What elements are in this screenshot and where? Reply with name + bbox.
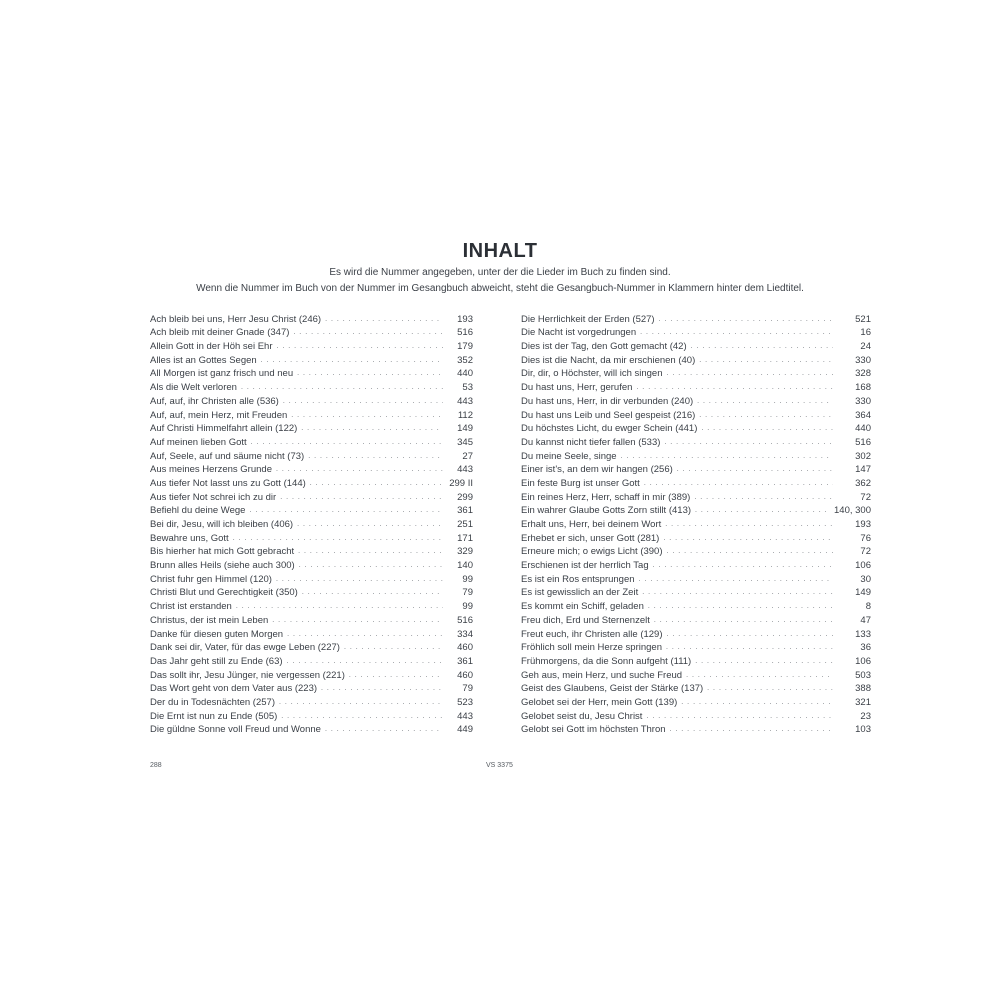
index-entry — [521, 462, 871, 476]
index-entry — [150, 722, 473, 736]
index-entry — [521, 407, 871, 421]
dot-leader — [283, 397, 443, 406]
index-entry — [521, 448, 871, 462]
entry-number: 302 — [855, 450, 871, 462]
entry-number: 8 — [865, 601, 871, 613]
dot-leader — [287, 630, 443, 639]
index-entry — [150, 516, 473, 530]
entry-title: Du meine Seele, singe — [521, 450, 617, 462]
entry-number: 440 — [855, 423, 871, 435]
dot-leader — [664, 438, 833, 447]
index-entry — [150, 475, 473, 489]
dot-leader — [646, 712, 833, 721]
page-title: INHALT — [462, 240, 538, 262]
dot-leader — [670, 725, 833, 734]
dot-leader — [297, 520, 443, 529]
dot-leader — [302, 588, 443, 597]
index-entry — [521, 681, 871, 695]
entry-number: 516 — [855, 436, 871, 448]
entry-title: Ach bleib bei uns, Herr Jesu Christ (246) — [150, 313, 322, 325]
dot-leader — [639, 575, 833, 584]
entry-number: 388 — [855, 683, 871, 695]
index-entry — [521, 352, 871, 366]
entry-number: 361 — [457, 655, 473, 667]
entry-number: 460 — [457, 642, 473, 654]
index-entry — [150, 708, 473, 722]
dot-leader — [272, 616, 443, 625]
entry-title: Als die Welt verloren — [150, 382, 237, 394]
entry-title: Ein wahrer Glaube Gotts Zorn stillt (413) — [521, 505, 692, 517]
dot-leader — [249, 506, 443, 515]
index-entry — [150, 653, 473, 667]
entry-title: Die Nacht ist vorgedrungen — [521, 327, 637, 339]
entry-title: Auf meinen lieben Gott — [150, 436, 247, 448]
entry-title: Aus tiefer Not lasst uns zu Gott (144) — [150, 477, 306, 489]
entry-title: Du hast uns, Herr, gerufen — [521, 382, 633, 394]
entry-number: 362 — [855, 477, 871, 489]
dot-leader — [663, 534, 833, 543]
entry-number: 443 — [457, 710, 473, 722]
entry-number: 24 — [860, 341, 871, 353]
entry-title: Danke für diesen guten Morgen — [150, 628, 284, 640]
entry-title: All Morgen ist ganz frisch und neu — [150, 368, 294, 380]
entry-number: 179 — [457, 341, 473, 353]
entry-number: 443 — [457, 395, 473, 407]
index-entry — [150, 585, 473, 599]
entry-title: Du hast uns, Herr, in dir verbunden (240) — [521, 395, 694, 407]
dot-leader — [665, 520, 833, 529]
dot-leader — [325, 315, 443, 324]
entry-number: 106 — [855, 560, 871, 572]
entry-number: 321 — [855, 696, 871, 708]
entry-title: Alles ist an Gottes Segen — [150, 354, 257, 366]
entry-number: 76 — [860, 532, 871, 544]
index-entry — [521, 640, 871, 654]
entry-title: Es ist ein Ros entsprungen — [521, 573, 635, 585]
index-entry — [521, 557, 871, 571]
dot-leader — [644, 479, 833, 488]
dot-leader — [686, 671, 833, 680]
entry-title: Erneure mich; o ewigs Licht (390) — [521, 546, 663, 558]
index-entry — [150, 503, 473, 517]
dot-leader — [681, 698, 833, 707]
index-entry — [150, 681, 473, 695]
index-entry — [521, 722, 871, 736]
entry-number: 103 — [855, 724, 871, 736]
entry-number: 72 — [860, 546, 871, 558]
entry-title: Die Ernt ist nun zu Ende (505) — [150, 710, 278, 722]
dot-leader — [667, 369, 833, 378]
entry-title: Du hast uns Leib und Seel gespeist (216) — [521, 409, 696, 421]
entry-title: Aus tiefer Not schrei ich zu dir — [150, 491, 277, 503]
entry-number: 23 — [860, 710, 871, 722]
entry-number: 449 — [457, 724, 473, 736]
entry-title: Ein feste Burg ist unser Gott — [521, 477, 640, 489]
index-entry — [521, 612, 871, 626]
index-entry — [150, 338, 473, 352]
dot-leader — [349, 671, 443, 680]
index-entry — [521, 571, 871, 585]
entry-number: 516 — [457, 327, 473, 339]
index-entry — [150, 462, 473, 476]
dot-leader — [654, 616, 833, 625]
entry-number: 364 — [855, 409, 871, 421]
index-column-left — [150, 311, 473, 735]
entry-title: Die güldne Sonne voll Freud und Wonne — [150, 724, 321, 736]
entry-title: Aus meines Herzens Grunde — [150, 464, 272, 476]
dot-leader — [299, 561, 443, 570]
dot-leader — [659, 315, 833, 324]
index-entry — [521, 598, 871, 612]
entry-number: 133 — [855, 628, 871, 640]
entry-number: 30 — [860, 573, 871, 585]
index-entry — [150, 626, 473, 640]
index-entry — [521, 421, 871, 435]
entry-title: Auf Christi Himmelfahrt allein (122) — [150, 423, 298, 435]
dot-leader — [291, 411, 443, 420]
index-entry — [150, 530, 473, 544]
index-entry — [521, 366, 871, 380]
entry-number: 440 — [457, 368, 473, 380]
entry-title: Freut euch, ihr Christen alle (129) — [521, 628, 663, 640]
index-entry — [150, 640, 473, 654]
dot-leader — [699, 356, 833, 365]
dot-leader — [344, 643, 443, 652]
entry-number: 299 — [457, 491, 473, 503]
entry-number: 328 — [855, 368, 871, 380]
entry-number: 352 — [457, 354, 473, 366]
dot-leader — [276, 575, 443, 584]
entry-number: 521 — [855, 313, 871, 325]
dot-leader — [321, 684, 443, 693]
entry-number: 149 — [855, 587, 871, 599]
dot-leader — [699, 411, 833, 420]
entry-number: 99 — [462, 573, 473, 585]
entry-title: Christ fuhr gen Himmel (120) — [150, 573, 272, 585]
dot-leader — [276, 465, 443, 474]
entry-number: 193 — [855, 519, 871, 530]
index-entry — [150, 598, 473, 612]
entry-title: Christ ist erstanden — [150, 601, 232, 613]
index-entry — [521, 516, 871, 530]
entry-title: Auf, auf, ihr Christen alle (536) — [150, 395, 279, 407]
index-entry — [521, 544, 871, 558]
dot-leader — [640, 328, 833, 337]
index-entry — [150, 612, 473, 626]
entry-number: 140 — [457, 560, 473, 572]
entry-title: Du höchstes Licht, du ewger Schein (441) — [521, 423, 698, 435]
index-entry — [150, 694, 473, 708]
entry-title: Fröhlich soll mein Herze springen — [521, 642, 662, 654]
index-entry — [521, 503, 871, 517]
index-entry — [521, 708, 871, 722]
entry-number: 36 — [860, 642, 871, 654]
index-entry — [150, 434, 473, 448]
dot-leader — [691, 342, 833, 351]
index-entry — [150, 557, 473, 571]
entry-number: 171 — [457, 532, 473, 544]
index-entry — [150, 311, 473, 325]
entry-title: Es kommt ein Schiff, geladen — [521, 601, 644, 613]
entry-title: Das sollt ihr, Jesu Jünger, nie vergessen (221) — [150, 669, 345, 681]
dot-leader — [279, 698, 443, 707]
entry-number: 168 — [855, 382, 871, 394]
dot-leader — [280, 493, 443, 502]
intro-line-2: Wenn die Nummer im Buch von der Nummer im Gesangbuch abweicht, steht die Gesangbuch-Nummer in Klammern hinter dem Liedtitel. — [196, 283, 804, 294]
index-entry — [521, 626, 871, 640]
index-column-right — [521, 311, 871, 735]
entry-number: 334 — [457, 628, 473, 640]
entry-title: Bei dir, Jesu, will ich bleiben (406) — [150, 519, 294, 530]
dot-leader — [325, 725, 443, 734]
dot-leader — [677, 465, 833, 474]
entry-number: 79 — [462, 587, 473, 599]
entry-title: Allein Gott in der Höh sei Ehr — [150, 341, 273, 353]
entry-title: Ach bleib mit deiner Gnade (347) — [150, 327, 290, 339]
dot-leader — [241, 383, 443, 392]
entry-title: Dank sei dir, Vater, für das ewge Leben (227) — [150, 642, 340, 654]
entry-number: 345 — [457, 436, 473, 448]
entry-number: 251 — [457, 519, 473, 530]
entry-title: Erschienen ist der herrlich Tag — [521, 560, 649, 572]
entry-title: Dies ist der Tag, den Gott gemacht (42) — [521, 341, 687, 353]
entry-title: Einer ist's, an dem wir hangen (256) — [521, 464, 673, 476]
entry-title: Du kannst nicht tiefer fallen (533) — [521, 436, 661, 448]
entry-number: 147 — [855, 464, 871, 476]
entry-number: 193 — [457, 313, 473, 325]
dot-leader — [621, 452, 833, 461]
dot-leader — [695, 657, 833, 666]
entry-number: 149 — [457, 423, 473, 435]
dot-leader — [694, 493, 833, 502]
entry-number: 16 — [860, 327, 871, 339]
index-entry — [521, 379, 871, 393]
index-entry — [521, 585, 871, 599]
dot-leader — [281, 712, 443, 721]
dot-leader — [707, 684, 833, 693]
entry-title: Geh aus, mein Herz, und suche Freud — [521, 669, 683, 681]
dot-leader — [287, 657, 443, 666]
dot-leader — [297, 369, 443, 378]
index-entry — [521, 489, 871, 503]
entry-number: 361 — [457, 505, 473, 517]
entry-number: 99 — [462, 601, 473, 613]
dot-leader — [251, 438, 443, 447]
entry-title: Bewahre uns, Gott — [150, 532, 229, 544]
entry-title: Auf, Seele, auf und säume nicht (73) — [150, 450, 305, 462]
entry-title: Frühmorgens, da die Sonn aufgeht (111) — [521, 655, 692, 667]
entry-number: 112 — [457, 409, 473, 421]
entry-title: Bis hierher hat mich Gott gebracht — [150, 546, 295, 558]
index-entry — [521, 325, 871, 339]
index-entry — [521, 653, 871, 667]
dot-leader — [697, 397, 833, 406]
entry-title: Auf, auf, mein Herz, mit Freuden — [150, 409, 288, 421]
entry-title: Brunn alles Heils (siehe auch 300) — [150, 560, 295, 572]
index-entry — [150, 393, 473, 407]
entry-number: 460 — [457, 669, 473, 681]
index-entry — [521, 311, 871, 325]
entry-title: Erhebet er sich, unser Gott (281) — [521, 532, 660, 544]
dot-leader — [310, 479, 441, 488]
index-entry — [150, 379, 473, 393]
entry-number: 329 — [457, 546, 473, 558]
entry-title: Der du in Todesnächten (257) — [150, 696, 275, 708]
index-entry — [150, 325, 473, 339]
entry-title: Dies ist die Nacht, da mir erschienen (40) — [521, 354, 696, 366]
intro-line-1: Es wird die Nummer angegeben, unter der die Lieder im Buch zu finden sind. — [329, 267, 671, 278]
index-entry — [150, 407, 473, 421]
entry-number: 330 — [855, 354, 871, 366]
entry-title: Es ist gewisslich an der Zeit — [521, 587, 639, 599]
dot-leader — [666, 643, 833, 652]
index-entry — [150, 489, 473, 503]
page-number: 288 — [150, 762, 162, 769]
index-entry — [150, 544, 473, 558]
entry-title: Gelobet seist du, Jesu Christ — [521, 710, 643, 722]
dot-leader — [301, 424, 443, 433]
entry-title: Geist des Glaubens, Geist der Stärke (137) — [521, 683, 704, 695]
entry-number: 106 — [855, 655, 871, 667]
dot-leader — [695, 506, 826, 515]
index-entry — [150, 667, 473, 681]
index-entry — [521, 530, 871, 544]
entry-title: Ein reines Herz, Herr, schaff in mir (389) — [521, 491, 691, 503]
index-entry — [150, 421, 473, 435]
entry-title: Freu dich, Erd und Sternenzelt — [521, 614, 650, 626]
entry-title: Gelobet sei der Herr, mein Gott (139) — [521, 696, 678, 708]
entry-number: 72 — [860, 491, 871, 503]
dot-leader — [667, 547, 833, 556]
entry-title: Christi Blut und Gerechtigkeit (350) — [150, 587, 298, 599]
entry-number: 53 — [462, 382, 473, 394]
entry-title: Christus, der ist mein Leben — [150, 614, 269, 626]
entry-number: 330 — [855, 395, 871, 407]
index-entry — [521, 338, 871, 352]
dot-leader — [653, 561, 833, 570]
entry-number: 47 — [860, 614, 871, 626]
dot-leader — [293, 328, 443, 337]
entry-number: 503 — [855, 669, 871, 681]
index-entry — [150, 366, 473, 380]
entry-number: 443 — [457, 464, 473, 476]
dot-leader — [261, 356, 443, 365]
entry-title: Gelobt sei Gott im höchsten Thron — [521, 724, 666, 736]
entry-title: Das Jahr geht still zu Ende (63) — [150, 655, 283, 667]
dot-leader — [642, 588, 833, 597]
entry-title: Die Herrlichkeit der Erden (527) — [521, 313, 655, 325]
print-code: VS 3375 — [486, 762, 513, 769]
entry-number: 79 — [462, 683, 473, 695]
index-entry — [150, 448, 473, 462]
index-entry — [521, 694, 871, 708]
dot-leader — [701, 424, 833, 433]
entry-title: Erhalt uns, Herr, bei deinem Wort — [521, 519, 662, 530]
index-entry — [521, 434, 871, 448]
entry-title: Befiehl du deine Wege — [150, 505, 246, 517]
index-entry — [150, 571, 473, 585]
entry-number: 516 — [457, 614, 473, 626]
index-entry — [521, 475, 871, 489]
entry-number: 299 II — [449, 477, 473, 489]
dot-leader — [308, 452, 443, 461]
entry-number: 27 — [462, 450, 473, 462]
dot-leader — [277, 342, 443, 351]
entry-number: 523 — [457, 696, 473, 708]
dot-leader — [648, 602, 833, 611]
entry-title: Das Wort geht von dem Vater aus (223) — [150, 683, 318, 695]
entry-number: 140, 300 — [834, 505, 871, 517]
dot-leader — [233, 534, 443, 543]
dot-leader — [298, 547, 443, 556]
dot-leader — [667, 630, 833, 639]
index-entry — [521, 667, 871, 681]
index-entry — [521, 393, 871, 407]
entry-title: Dir, dir, o Höchster, will ich singen — [521, 368, 663, 380]
index-entry — [150, 352, 473, 366]
dot-leader — [236, 602, 443, 611]
dot-leader — [636, 383, 833, 392]
